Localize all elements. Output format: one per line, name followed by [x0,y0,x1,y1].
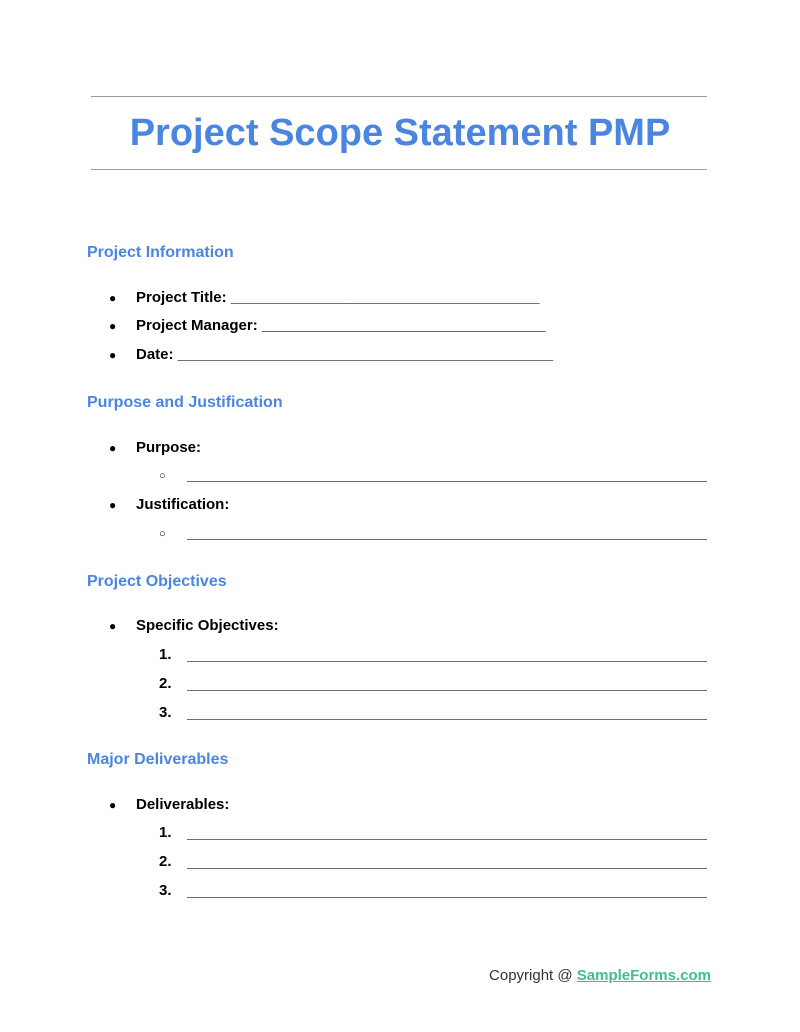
section-heading-project-objectives: Project Objectives [87,573,227,590]
bullet-icon: ● [109,291,117,305]
item-label: Purpose: [136,439,202,456]
section-heading-purpose-justification: Purpose and Justification [87,394,283,411]
deliverable-entry-line[interactable] [157,852,707,872]
page-title: Project Scope Statement PMP [129,112,671,154]
blank-line [187,868,707,869]
blank-line [187,481,707,482]
field-date[interactable] [109,345,553,365]
blank-line [187,719,707,720]
bullet-icon: ● [109,798,117,812]
title-top-rule [91,96,707,97]
objective-entry-line[interactable] [157,645,707,665]
section-heading-major-deliverables: Major Deliverables [87,751,229,768]
purpose-entry-line[interactable] [157,465,707,485]
objective-entry-line[interactable] [157,703,707,723]
justification-entry-line[interactable] [157,523,707,543]
blank-line [187,897,707,898]
field-project-title[interactable] [109,288,539,308]
bullet-icon: ● [109,348,117,362]
title-bottom-rule [91,169,707,170]
circle-bullet-icon: ○ [159,528,166,540]
item-justification [109,495,229,515]
copyright-footer [489,966,711,986]
item-purpose [109,438,201,458]
bullet-icon: ● [109,498,117,512]
blank-line [187,690,707,691]
list-number: 2. [159,853,172,870]
item-deliverables [109,795,229,815]
field-label: Date: _____________________________________________ [136,346,554,363]
bullet-icon: ● [109,319,117,333]
field-label: Project Manager: __________________________________ [136,317,546,334]
list-number: 3. [159,704,172,721]
deliverable-entry-line[interactable] [157,881,707,901]
brand-link[interactable]: SampleForms.com [576,967,711,984]
list-number: 2. [159,675,172,692]
field-label: Project Title: _____________________________________ [136,289,540,306]
copyright-prefix: Copyright @ [489,967,577,984]
list-number: 1. [159,824,172,841]
item-label: Justification: [136,496,230,513]
blank-line [187,839,707,840]
blank-line [187,661,707,662]
section-heading-project-information: Project Information [87,244,234,261]
list-number: 1. [159,646,172,663]
item-label: Specific Objectives: [136,617,279,634]
blank-line [187,539,707,540]
item-specific-objectives [109,616,279,636]
field-project-manager[interactable] [109,316,546,336]
bullet-icon: ● [109,441,117,455]
circle-bullet-icon: ○ [159,470,166,482]
list-number: 3. [159,882,172,899]
objective-entry-line[interactable] [157,674,707,694]
deliverable-entry-line[interactable] [157,823,707,843]
item-label: Deliverables: [136,796,230,813]
bullet-icon: ● [109,619,117,633]
